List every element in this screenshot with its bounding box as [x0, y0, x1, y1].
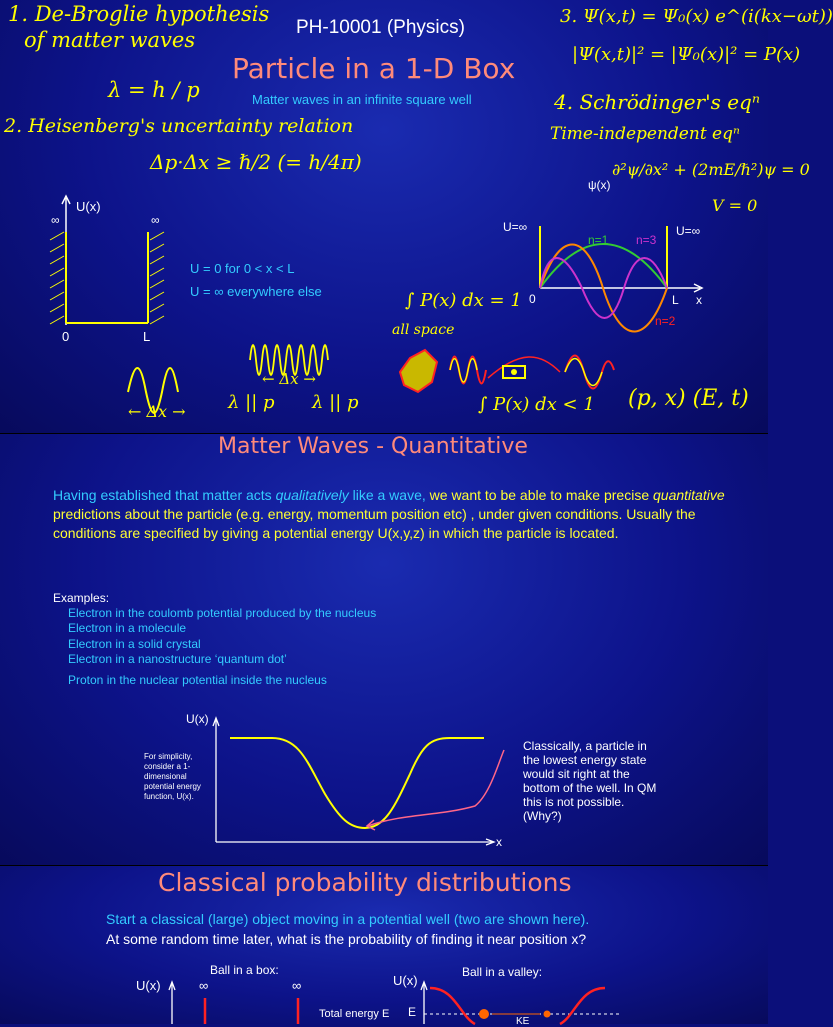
box-infinity-right: ∞	[292, 978, 302, 993]
valley-ux-label: U(x)	[393, 973, 418, 988]
mode-n1-label: n=1	[588, 233, 609, 247]
intro-quantitative: quantitative	[653, 487, 725, 503]
note-lambda-p2: λ || p	[312, 392, 359, 413]
note-lambda-eq: λ = h / p	[108, 78, 200, 102]
box-origin-label: 0	[62, 329, 70, 344]
example-item: Electron in the coulomb potential produced by the nucleus	[68, 606, 377, 620]
well-graph-ylabel: U(x)	[186, 712, 209, 726]
note-delta-x-left: ← Δx →	[128, 402, 186, 421]
slide1-subtitle: Matter waves in an infinite square well	[252, 92, 472, 107]
psi-label: ψ(x)	[588, 178, 611, 192]
energy-e-label: E	[408, 1005, 417, 1019]
well-origin-label: 0	[529, 292, 536, 306]
example-item: Proton in the nuclear potential inside the nucleus	[68, 673, 327, 687]
note-normalization-partial: ∫ P(x) dx < 1	[478, 394, 595, 415]
slide1-title: Particle in a 1-D Box	[232, 52, 516, 85]
example-item: Electron in a nanostructure ‘quantum dot’	[68, 652, 287, 666]
note-heisenberg: 2. Heisenberg's uncertainty relation	[4, 115, 354, 137]
note-schrodinger-eq: ∂²ψ/∂x² + (2mE/ℏ²)ψ = 0	[612, 160, 810, 179]
course-code: PH-10001 (Physics)	[296, 17, 465, 38]
box-infinity-left: ∞	[199, 978, 209, 993]
examples-heading: Examples:	[53, 591, 110, 605]
note-wavefunction: 3. Ψ(x,t) = Ψ₀(x) e^(i(kx−ωt))	[560, 6, 833, 27]
example-item: Electron in a solid crystal	[68, 637, 201, 651]
note-conjugate-pairs: (p, x) (E, t)	[628, 386, 749, 411]
box-infinity-left: ∞	[51, 213, 60, 227]
slide3-drawings	[0, 866, 768, 1024]
slide3-title: Classical probability distributions	[158, 868, 572, 897]
slide3-line2: At some random time later, what is the probability of finding it near position x?	[106, 931, 587, 947]
example-item: Electron in a molecule	[68, 621, 187, 635]
well-graph-xlabel: x	[496, 835, 502, 849]
kinetic-energy-label: KE	[516, 1016, 530, 1027]
note-debroglie: 1. De-Broglie hypothesis	[8, 2, 270, 26]
note-matter-waves: of matter waves	[24, 28, 196, 52]
intro-part-f: predictions about the particle (e.g. energy, momentum position etc) , under given conditions. Usually the conditions are specified by giving a potential energy U(x,y,z) in which the particle is located.	[53, 506, 696, 541]
slide-particle-in-box	[0, 0, 833, 433]
box-ux-label: U(x)	[76, 199, 101, 214]
ball-in-box-label: Ball in a box:	[210, 963, 279, 977]
classical-note: Classically, a particle in the lowest energy state would sit right at the bottom of the well. In QM this is not possible. (Why?)	[523, 739, 657, 823]
well-right-infinity: U=∞	[676, 224, 701, 238]
note-v-zero: V = 0	[712, 196, 758, 215]
intro-part-d: we want to be able to make precise	[429, 487, 653, 503]
note-probability: |Ψ(x,t)|² = |Ψ₀(x)|² = P(x)	[572, 44, 801, 65]
note-all-space: all space	[392, 322, 455, 338]
note-time-independent: Time-independent eqⁿ	[550, 124, 740, 144]
slide2-title: Matter Waves - Quantitative	[218, 434, 528, 459]
box-l-label: L	[143, 329, 151, 344]
note-delta-x-mid: ← Δx →	[262, 370, 316, 388]
simplicity-note: For simplicity, consider a 1-dimensional potential energy function, U(x).	[144, 752, 201, 801]
potential-inside: U = 0 for 0 < x < L	[190, 261, 295, 276]
well-left-infinity: U=∞	[503, 220, 528, 234]
slide3-line1: Start a classical (large) object moving in a potential well (two are shown here).	[106, 911, 590, 927]
box-ux-label: U(x)	[136, 978, 161, 993]
well-x-label: x	[696, 293, 702, 307]
total-energy-label: Total energy E	[319, 1008, 390, 1020]
intro-part-c: like a wave,	[348, 487, 430, 503]
slide-matter-waves-quantitative	[0, 434, 768, 865]
slide-classical-probability	[0, 866, 768, 1027]
note-lambda-p1: λ || p	[228, 392, 275, 413]
box-infinity-right: ∞	[151, 213, 160, 227]
note-normalization: ∫ P(x) dx = 1	[405, 290, 522, 311]
note-uncertainty-eq: Δp·Δx ≥ ℏ/2 (= h/4π)	[150, 150, 362, 174]
intro-qualitatively: qualitatively	[275, 487, 349, 503]
intro-part-a: Having established that matter acts	[53, 487, 276, 503]
potential-outside: U = ∞ everywhere else	[190, 284, 322, 299]
mode-n3-label: n=3	[636, 233, 657, 247]
note-schrodinger: 4. Schrödinger's eqⁿ	[554, 90, 760, 114]
mode-n2-label: n=2	[655, 314, 676, 328]
well-l-label: L	[672, 293, 679, 307]
ball-in-valley-label: Ball in a valley:	[462, 965, 543, 979]
